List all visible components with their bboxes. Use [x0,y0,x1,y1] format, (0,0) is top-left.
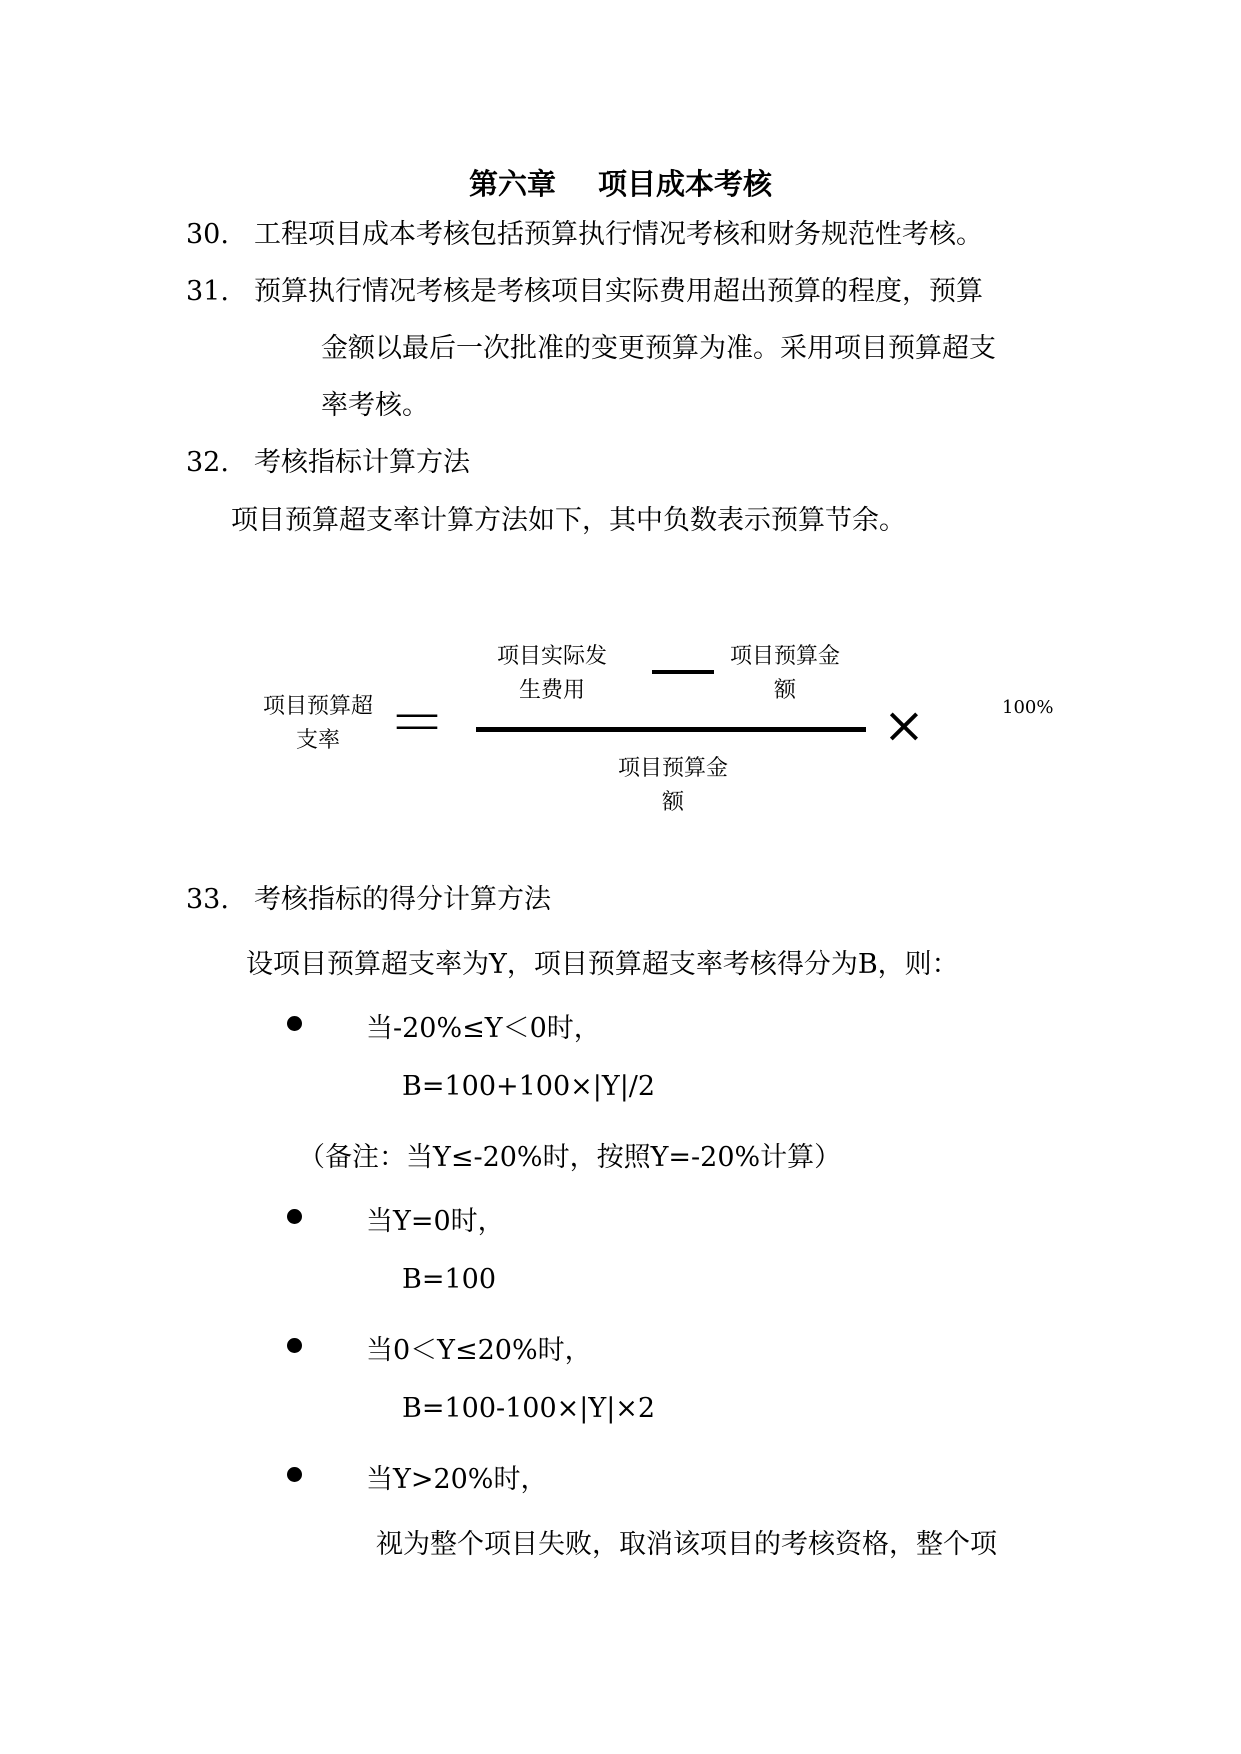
case-2-condition: 当Y=0时， [366,1206,505,1237]
chapter-number: 第六章 [468,167,556,201]
item-31-line3: 率考核。 [321,390,429,421]
item-32-description: 项目预算超支率计算方法如下，其中负数表示预算节余。 [231,505,906,536]
case-1-formula: B=100+100×|Y|/2 [402,1071,656,1102]
bullet-icon [287,1209,302,1224]
formula-numerator-actual: 项目实际发生费用 [497,644,608,703]
minus-sign [652,670,714,674]
chapter-title [0,162,1241,203]
item-33 [186,877,551,916]
item-number: 32. [186,447,229,478]
case-3-formula: B=100-100×|Y|×2 [402,1393,656,1424]
item-text: 考核指标计算方法 [254,447,470,478]
item-text-line1: 预算执行情况考核是考核项目实际费用超出预算的程度，预算 [254,276,983,307]
item-text: 考核指标的得分计算方法 [254,884,551,915]
item-33-description: 设项目预算超支率为Y，项目预算超支率考核得分为B，则： [246,949,959,980]
item-number: 33. [186,884,229,915]
case-2-formula: B=100 [402,1264,496,1295]
bullet-icon [287,1338,302,1353]
item-30 [186,212,983,251]
formula-numerator-budget: 项目预算金额 [729,644,840,703]
formula-times: × [883,696,925,754]
case-4-text: 视为整个项目失败，取消该项目的考核资格，整个项 [376,1529,997,1560]
formula-percent: 100% [1002,697,1054,718]
bullet-icon [287,1016,302,1031]
fraction-bar [476,727,866,732]
formula-denominator: 项目预算金额 [617,756,728,815]
formula-lhs: 项目预算超支率 [262,694,373,753]
item-number: 31. [186,276,229,307]
case-3-condition: 当0＜Y≤20%时， [366,1335,592,1366]
item-number: 30. [186,219,229,250]
item-31-line2: 金额以最后一次批准的变更预算为准。采用项目预算超支 [321,333,996,364]
bullet-icon [287,1467,302,1482]
chapter-name: 项目成本考核 [598,167,773,201]
item-31 [186,269,983,308]
item-32 [186,440,470,479]
item-text: 工程项目成本考核包括预算执行情况考核和财务规范性考核。 [254,219,983,250]
note: （备注：当Y≤-20%时，按照Y=-20%计算） [298,1142,842,1173]
formula-equals: ＝ [388,689,447,757]
case-4-condition: 当Y>20%时， [366,1464,548,1495]
case-1-condition: 当-20%≤Y＜0时， [366,1013,601,1044]
